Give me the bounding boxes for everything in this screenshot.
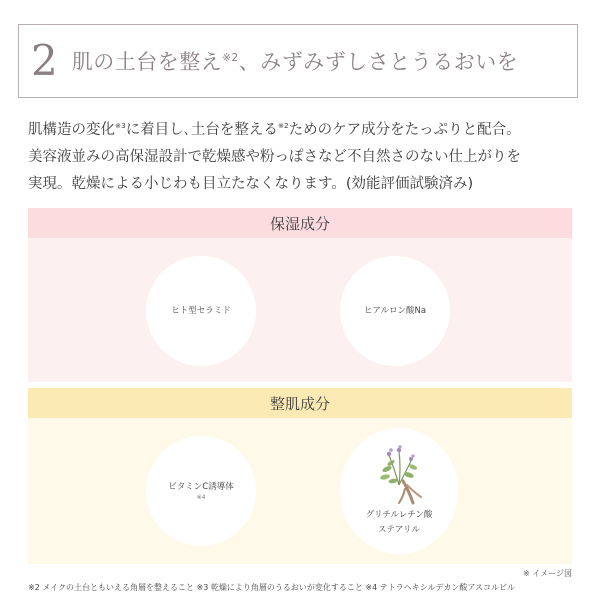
balancing-title: 整肌成分 <box>269 394 330 413</box>
moisturizing-title: 保湿成分 <box>269 214 330 233</box>
headline-text: 肌の土台を整え$^{※2}$、みずみずしさとうるおいを <box>71 50 519 74</box>
footnote: ※2 メイクの土台ともいえる角層を整えること ※3 乾燥により角層のうるおいが変化すること ※4 テトラヘキシルデカン酸アスコルビル <box>28 583 516 592</box>
body-text <box>28 112 588 198</box>
balancing-header <box>28 388 572 418</box>
balancing-panel <box>28 418 572 564</box>
ingredient-footnote-ref: ※4 <box>196 493 206 501</box>
body-line-2: 美容液並みの高保湿設計で乾燥感や粉っぽさなど不自然さのない仕上がりを <box>28 148 521 165</box>
ingredient-circle-ceramide <box>146 256 256 366</box>
ingredient-circle-glycyrrhetinate <box>340 428 458 554</box>
image-note: ※ イメージ図 <box>522 569 572 578</box>
headline-footnote-ref: ※2 <box>222 52 239 64</box>
ingredient-circle-vitamin-c <box>146 436 256 546</box>
moisturizing-header <box>28 208 572 238</box>
moisturizing-panel <box>28 238 572 382</box>
headline-box <box>18 24 578 98</box>
licorice-plant-icon <box>369 445 429 507</box>
body-line-3: 実現。乾燥による小じわも目立たなくなります。(効能評価試験済み) <box>28 175 474 192</box>
ingredient-label: ヒアルロン酸Na <box>363 305 427 316</box>
ingredient-label-line-2: ステアリル <box>378 525 420 535</box>
body-line-1: 肌構造の変化$^{※3}$に着目し､土台を整える$^{※2}$ためのケア成分をたっぷりと配合。 <box>28 121 521 138</box>
headline-number: 2 <box>31 36 58 85</box>
ingredient-label-line-1: グリチルレチン酸 <box>365 510 433 520</box>
ingredient-label: ヒト型セラミド <box>171 305 231 316</box>
ingredient-label: ビタミンC誘導体 <box>168 481 234 492</box>
ingredient-circle-hyaluronic <box>340 256 450 366</box>
